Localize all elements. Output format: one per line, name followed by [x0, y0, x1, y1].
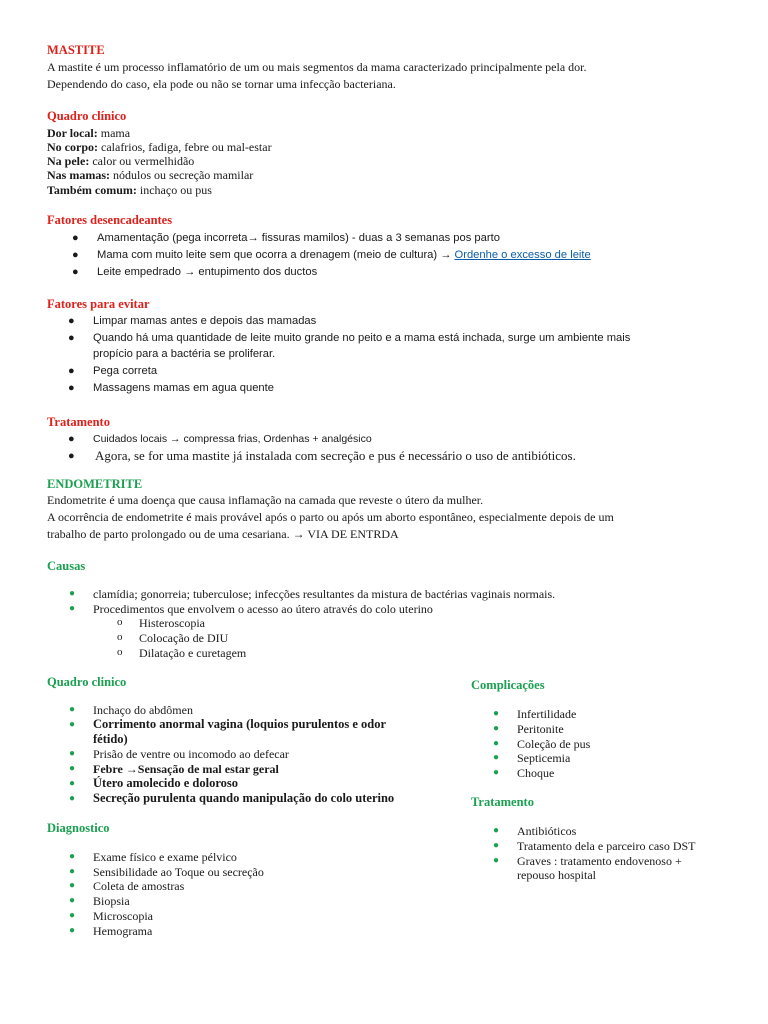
endo-quadro-item-cont: fétido) [93, 732, 128, 746]
evitar-item: Quando há uma quantidade de leite muito grande no peito e a mama está inchada, surge um ambiente mais [93, 332, 631, 344]
causas-item: Procedimentos que envolvem o acesso ao útero através do colo uterino [93, 602, 433, 616]
bullet-icon: ● [69, 866, 76, 877]
endo-trat-item-cont: repouso hospital [517, 868, 596, 882]
evitar-title: Fatores para evitar [47, 297, 150, 311]
endo-quadro-item: Secreção purulenta quando manipulação do colo uterino [93, 791, 395, 805]
ordenhe-link[interactable]: Ordenhe o excesso de leite [454, 249, 591, 261]
endo-quadro-title: Quadro clinico [47, 675, 127, 689]
bullet-icon: ● [69, 925, 76, 936]
bullet-icon: ● [69, 895, 76, 906]
endo-intro-2: A ocorrência de endometrite é mais provável após o parto ou após um aborto espontâneo, especialmente depois de um [47, 510, 614, 524]
fatores-title: Fatores desencadeantes [47, 213, 173, 227]
evitar-item: Pega correta [93, 365, 158, 377]
mastite-intro-1: A mastite é um processo inflamatório de um ou mais segmentos da mama caracterizado principalmente pela dor. [47, 60, 587, 74]
bullet-icon: ● [69, 880, 76, 891]
endo-trat-item: Tratamento dela e parceiro caso DST [517, 839, 696, 853]
quadro-line: Na pele: calor ou vermelhidão [47, 154, 195, 168]
endo-intro-1: Endometrite é uma doença que causa inflamação na camada que reveste o útero da mulher. [47, 493, 484, 507]
bullet-icon: ● [69, 748, 76, 759]
causas-item: clamídia; gonorreia; tuberculose; infecções resultantes da mistura de bactérias vaginais normais. [93, 587, 556, 601]
compl-item: Septicemia [517, 751, 571, 765]
endometrite-title: ENDOMETRITE [47, 477, 143, 491]
trat-item: Agora, se for uma mastite já instalada com secreção e pus é necessário o uso de antibióticos. [95, 448, 576, 463]
endo-quadro-item: Prisão de ventre ou incomodo ao defecar [93, 747, 289, 761]
bullet-icon: ● [493, 825, 500, 836]
bullet-icon: ● [72, 266, 79, 278]
bullet-icon: ● [69, 588, 76, 599]
quadro-line: Também comum: inchaço ou pus [47, 183, 212, 197]
bullet-icon: ● [493, 767, 500, 778]
compl-item: Choque [517, 766, 555, 780]
endo-trat-item: Graves : tratamento endovenoso + [517, 854, 682, 868]
compl-item: Peritonite [517, 722, 564, 736]
mastite-title: MASTITE [47, 43, 105, 57]
trat-item: Cuidados locais → compressa frias, Ordenhas + analgésico [93, 433, 372, 445]
quadro-line: Dor local: mama [47, 126, 131, 140]
diag-title: Diagnostico [47, 821, 110, 835]
mastite-trat-title: Tratamento [47, 415, 110, 429]
endo-quadro-item: Corrimento anormal vagina (loquios purulentos e odor [93, 717, 387, 731]
evitar-item: Limpar mamas antes e depois das mamadas [93, 315, 317, 327]
bullet-icon: ● [69, 603, 76, 614]
endo-quadro-item: Febre →Sensação de mal estar geral [93, 762, 279, 776]
bullet-icon: ● [69, 851, 76, 862]
bullet-icon: ● [68, 365, 75, 377]
fatores-item: Leite empedrado → entupimento dos ductos [97, 266, 318, 278]
diag-item: Exame físico e exame pélvico [93, 850, 237, 864]
diag-item: Microscopia [93, 909, 153, 923]
quadro-line: No corpo: calafrios, fadiga, febre ou mal-estar [47, 140, 272, 154]
endo-quadro-item: Útero amolecido e doloroso [93, 776, 239, 790]
mastite-quadro-title: Quadro clínico [47, 109, 127, 123]
diag-item: Coleta de amostras [93, 879, 185, 893]
bullet-icon: ● [493, 723, 500, 734]
bullet-icon: ● [69, 704, 76, 715]
bullet-icon: ● [72, 232, 79, 244]
bullet-icon: ● [68, 382, 75, 394]
bullet-icon: ● [68, 332, 75, 344]
endo-trat-title: Tratamento [471, 795, 534, 809]
fatores-item: Mama com muito leite sem que ocorra a drenagem (meio de cultura) → Ordenhe o excesso de leite [97, 249, 591, 261]
compl-title: Complicações [471, 678, 545, 692]
evitar-item-cont: propício para a bactéria se proliferar. [93, 348, 276, 360]
compl-item: Infertilidade [517, 707, 577, 721]
mastite-intro-2: Dependendo do caso, ela pode ou não se tornar uma infecção bacteriana. [47, 77, 396, 91]
sub-bullet-icon: o [117, 631, 123, 643]
fatores-item: Amamentação (pega incorreta→ fissuras mamilos) - duas a 3 semanas pos parto [97, 232, 500, 244]
sub-bullet-icon: o [117, 616, 123, 628]
compl-item: Coleção de pus [517, 737, 591, 751]
bullet-icon: ● [69, 778, 76, 789]
evitar-item: Massagens mamas em agua quente [93, 382, 274, 394]
quadro-line: Nas mamas: nódulos ou secreção mamilar [47, 168, 254, 182]
diag-item: Biopsia [93, 894, 130, 908]
bullet-icon: ● [69, 793, 76, 804]
endo-trat-item: Antibióticos [517, 824, 577, 838]
diag-item: Sensibilidade ao Toque ou secreção [93, 865, 264, 879]
bullet-icon: ● [68, 315, 75, 327]
bullet-icon: ● [69, 910, 76, 921]
causas-title: Causas [47, 559, 86, 573]
bullet-icon: ● [68, 450, 75, 462]
diag-item: Hemograma [93, 924, 153, 938]
endo-intro-3: trabalho de parto prolongado ou de uma cesariana. → VIA DE ENTRDA [47, 527, 399, 541]
bullet-icon: ● [493, 708, 500, 719]
bullet-icon: ● [69, 763, 76, 774]
causas-sub-item: Colocação de DIU [139, 631, 229, 645]
bullet-icon: ● [493, 752, 500, 763]
sub-bullet-icon: o [117, 646, 123, 658]
bullet-icon: ● [68, 433, 75, 445]
bullet-icon: ● [493, 738, 500, 749]
bullet-icon: ● [69, 719, 76, 730]
causas-sub-item: Dilatação e curetagem [139, 646, 247, 660]
bullet-icon: ● [493, 855, 500, 866]
bullet-icon: ● [72, 249, 79, 261]
bullet-icon: ● [493, 840, 500, 851]
endo-quadro-item: Inchaço do abdômen [93, 703, 193, 717]
causas-sub-item: Histeroscopia [139, 616, 205, 630]
